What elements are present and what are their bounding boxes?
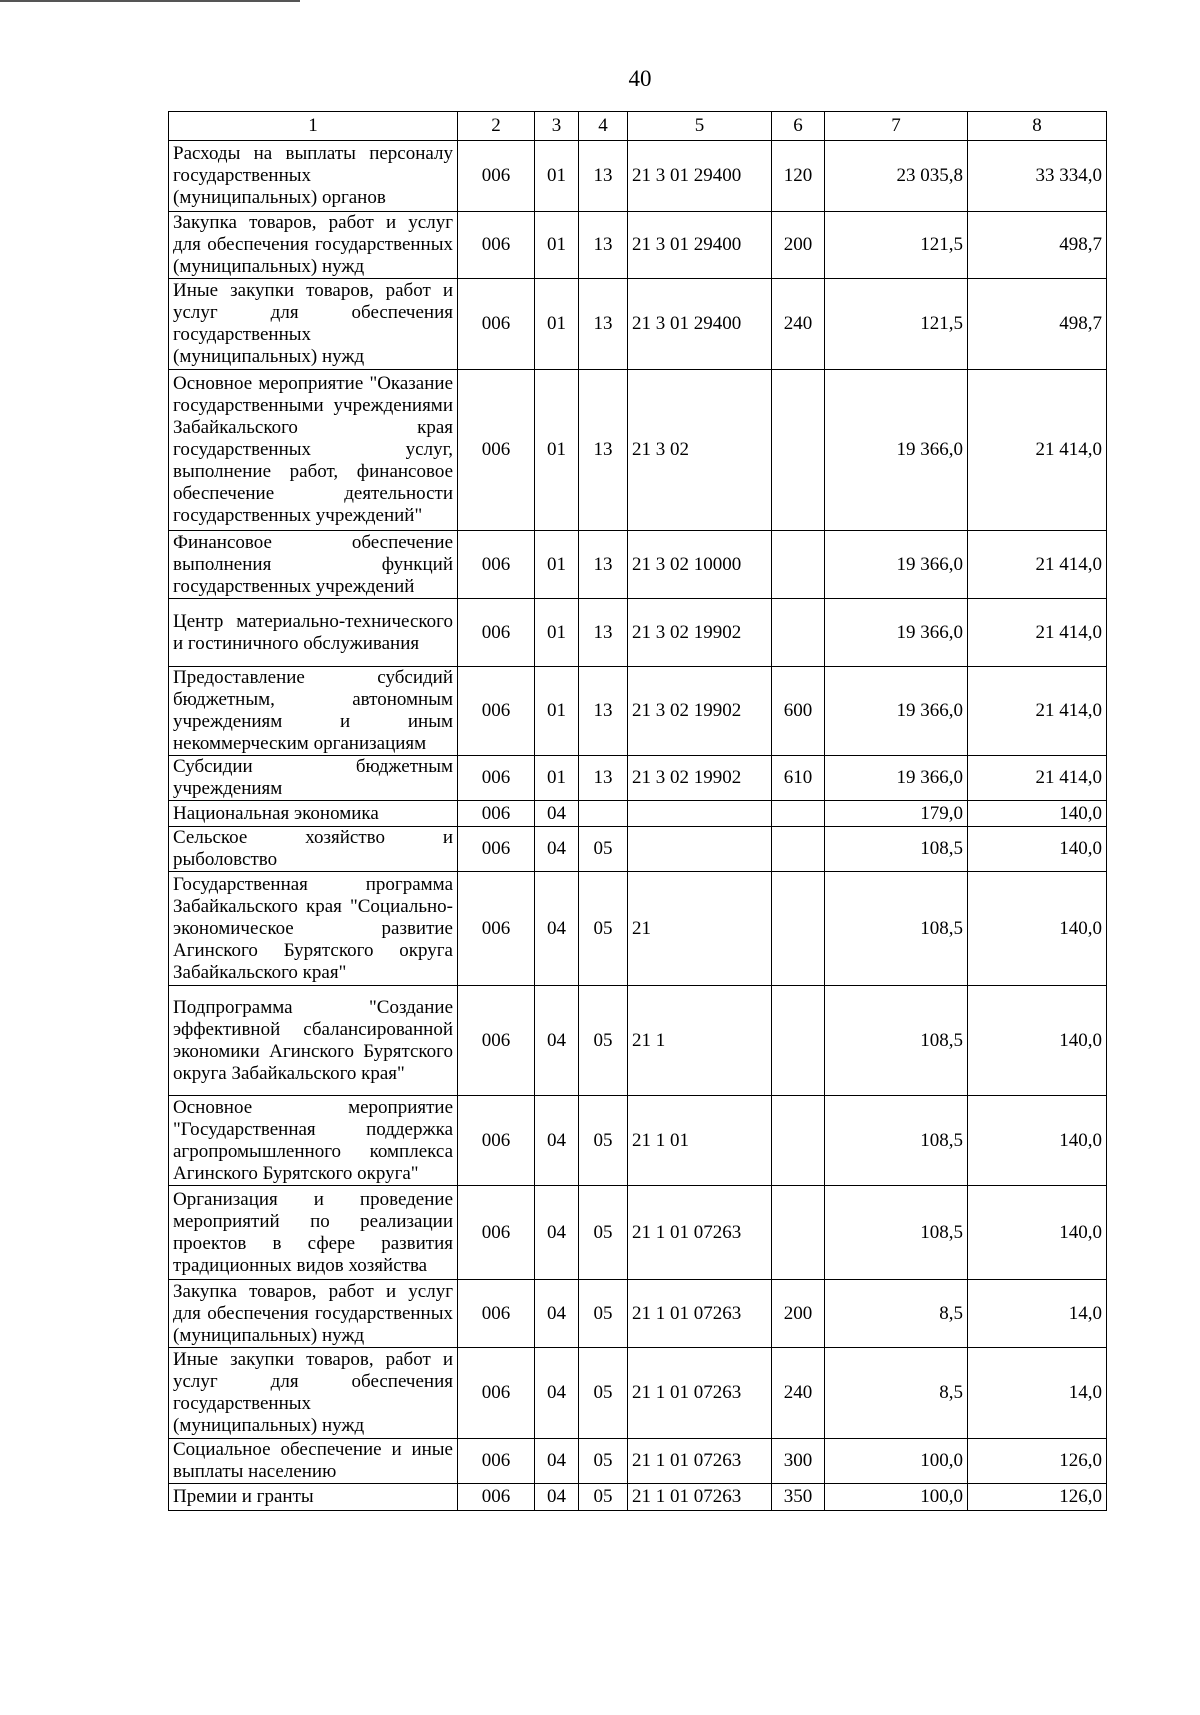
section-cell: 01 [535, 599, 579, 667]
page-number: 40 [628, 66, 652, 91]
code-cell: 006 [458, 667, 535, 756]
row-name-cell: Субсидии бюджетным учреждениям [169, 756, 458, 801]
subsection-cell: 05 [579, 1484, 628, 1511]
section-cell: 04 [535, 986, 579, 1096]
section-cell: 01 [535, 212, 579, 279]
subsection-cell: 05 [579, 1348, 628, 1439]
code-cell: 006 [458, 1348, 535, 1439]
target-article-cell: 21 1 01 [628, 1096, 772, 1186]
amount-cell: 100,0 [825, 1484, 968, 1511]
table-row [169, 1439, 1107, 1484]
target-article-cell: 21 3 01 29400 [628, 212, 772, 279]
column-header: 8 [968, 112, 1107, 141]
expense-type-cell [772, 370, 825, 531]
table-row [169, 599, 1107, 667]
section-cell: 04 [535, 1348, 579, 1439]
expense-type-cell: 240 [772, 279, 825, 370]
subsection-cell [579, 801, 628, 827]
code-cell: 006 [458, 1096, 535, 1186]
table-row [169, 1348, 1107, 1439]
subsection-cell: 13 [579, 531, 628, 599]
expense-type-cell [772, 827, 825, 872]
row-name-cell: Иные закупки товаров, работ и услуг для обеспечения государственных (муниципальных) нужд [169, 279, 458, 370]
subsection-cell: 05 [579, 827, 628, 872]
subsection-cell: 13 [579, 599, 628, 667]
subsection-cell: 13 [579, 212, 628, 279]
table-row [169, 141, 1107, 212]
table-header-row [169, 112, 1107, 141]
target-article-cell: 21 3 02 10000 [628, 531, 772, 599]
row-name-cell: Премии и гранты [169, 1484, 458, 1511]
target-article-cell: 21 3 02 19902 [628, 756, 772, 801]
amount-cell: 108,5 [825, 986, 968, 1096]
expense-type-cell [772, 872, 825, 986]
section-cell: 01 [535, 531, 579, 599]
amount-cell: 108,5 [825, 827, 968, 872]
table-row [169, 1186, 1107, 1280]
column-header: 3 [535, 112, 579, 141]
expense-type-cell [772, 1186, 825, 1280]
section-cell: 01 [535, 667, 579, 756]
row-name-cell: Государственная программа Забайкальского края "Социально-экономическое развитие Агинского Бурятского округа Забайкальского края" [169, 872, 458, 986]
expense-type-cell [772, 801, 825, 827]
amount-cell: 140,0 [968, 1186, 1107, 1280]
target-article-cell [628, 827, 772, 872]
expense-type-cell: 120 [772, 141, 825, 212]
budget-table [168, 111, 1107, 1511]
row-name-cell: Социальное обеспечение и иные выплаты населению [169, 1439, 458, 1484]
table-row [169, 1280, 1107, 1348]
amount-cell: 121,5 [825, 212, 968, 279]
subsection-cell: 13 [579, 667, 628, 756]
amount-cell: 21 414,0 [968, 667, 1107, 756]
column-header: 7 [825, 112, 968, 141]
code-cell: 006 [458, 827, 535, 872]
row-name-cell: Основное мероприятие "Государственная поддержка агропромышленного комплекса Агинского Бурятского округа" [169, 1096, 458, 1186]
amount-cell: 21 414,0 [968, 531, 1107, 599]
table-row [169, 212, 1107, 279]
amount-cell: 19 366,0 [825, 599, 968, 667]
target-article-cell [628, 801, 772, 827]
column-header: 6 [772, 112, 825, 141]
expense-type-cell: 610 [772, 756, 825, 801]
section-cell: 01 [535, 141, 579, 212]
table-row [169, 531, 1107, 599]
code-cell: 006 [458, 141, 535, 212]
column-header: 1 [169, 112, 458, 141]
target-article-cell: 21 3 02 [628, 370, 772, 531]
amount-cell: 19 366,0 [825, 370, 968, 531]
amount-cell: 19 366,0 [825, 756, 968, 801]
subsection-cell: 05 [579, 1280, 628, 1348]
table-row [169, 801, 1107, 827]
row-name-cell: Закупка товаров, работ и услуг для обеспечения государственных (муниципальных) нужд [169, 212, 458, 279]
row-name-cell: Организация и проведение мероприятий по реализации проектов в сфере развития традиционных видов хозяйства [169, 1186, 458, 1280]
subsection-cell: 05 [579, 1186, 628, 1280]
amount-cell: 108,5 [825, 872, 968, 986]
expense-type-cell: 200 [772, 1280, 825, 1348]
table-row [169, 1096, 1107, 1186]
amount-cell: 108,5 [825, 1186, 968, 1280]
subsection-cell: 13 [579, 370, 628, 531]
amount-cell: 140,0 [968, 801, 1107, 827]
amount-cell: 8,5 [825, 1348, 968, 1439]
section-cell: 04 [535, 1096, 579, 1186]
code-cell: 006 [458, 1280, 535, 1348]
section-cell: 01 [535, 370, 579, 531]
target-article-cell: 21 3 01 29400 [628, 279, 772, 370]
expense-type-cell [772, 531, 825, 599]
code-cell: 006 [458, 1439, 535, 1484]
code-cell: 006 [458, 279, 535, 370]
table-row [169, 370, 1107, 531]
section-cell: 04 [535, 1186, 579, 1280]
section-cell: 01 [535, 279, 579, 370]
code-cell: 006 [458, 370, 535, 531]
expense-type-cell [772, 1096, 825, 1186]
row-name-cell: Закупка товаров, работ и услуг для обеспечения государственных (муниципальных) нужд [169, 1280, 458, 1348]
expense-type-cell: 300 [772, 1439, 825, 1484]
amount-cell: 121,5 [825, 279, 968, 370]
target-article-cell: 21 3 01 29400 [628, 141, 772, 212]
row-name-cell: Основное мероприятие "Оказание государственными учреждениями Забайкальского края государственных услуг, выполнение работ, финансовое обеспечение деятельности государственных учреждений" [169, 370, 458, 531]
section-cell: 04 [535, 827, 579, 872]
subsection-cell: 05 [579, 872, 628, 986]
table-row [169, 279, 1107, 370]
code-cell: 006 [458, 1186, 535, 1280]
target-article-cell: 21 1 [628, 986, 772, 1096]
row-name-cell: Предоставление субсидий бюджетным, автономным учреждениям и иным некоммерческим организациям [169, 667, 458, 756]
target-article-cell: 21 3 02 19902 [628, 667, 772, 756]
code-cell: 006 [458, 212, 535, 279]
target-article-cell: 21 1 01 07263 [628, 1439, 772, 1484]
section-cell: 04 [535, 801, 579, 827]
row-name-cell: Финансовое обеспечение выполнения функций государственных учреждений [169, 531, 458, 599]
code-cell: 006 [458, 756, 535, 801]
table-body [169, 141, 1107, 1511]
section-cell: 04 [535, 1484, 579, 1511]
code-cell: 006 [458, 1484, 535, 1511]
amount-cell: 140,0 [968, 872, 1107, 986]
subsection-cell: 13 [579, 141, 628, 212]
table-row [169, 827, 1107, 872]
code-cell: 006 [458, 801, 535, 827]
target-article-cell: 21 [628, 872, 772, 986]
row-name-cell: Сельское хозяйство и рыболовство [169, 827, 458, 872]
subsection-cell: 05 [579, 1439, 628, 1484]
amount-cell: 140,0 [968, 986, 1107, 1096]
row-name-cell: Национальная экономика [169, 801, 458, 827]
amount-cell: 23 035,8 [825, 141, 968, 212]
amount-cell: 126,0 [968, 1439, 1107, 1484]
code-cell: 006 [458, 872, 535, 986]
row-name-cell: Расходы на выплаты персоналу государственных (муниципальных) органов [169, 141, 458, 212]
amount-cell: 140,0 [968, 827, 1107, 872]
amount-cell: 33 334,0 [968, 141, 1107, 212]
target-article-cell: 21 1 01 07263 [628, 1484, 772, 1511]
table-row [169, 1484, 1107, 1511]
amount-cell: 140,0 [968, 1096, 1107, 1186]
code-cell: 006 [458, 599, 535, 667]
row-name-cell: Центр материально-технического и гостиничного обслуживания [169, 599, 458, 667]
amount-cell: 100,0 [825, 1439, 968, 1484]
expense-type-cell: 200 [772, 212, 825, 279]
amount-cell: 108,5 [825, 1096, 968, 1186]
subsection-cell: 13 [579, 279, 628, 370]
table-row [169, 667, 1107, 756]
column-header: 2 [458, 112, 535, 141]
table-row [169, 756, 1107, 801]
amount-cell: 21 414,0 [968, 599, 1107, 667]
expense-type-cell: 350 [772, 1484, 825, 1511]
scan-top-line [0, 0, 300, 2]
expense-type-cell: 600 [772, 667, 825, 756]
amount-cell: 19 366,0 [825, 667, 968, 756]
target-article-cell: 21 1 01 07263 [628, 1186, 772, 1280]
amount-cell: 19 366,0 [825, 531, 968, 599]
amount-cell: 498,7 [968, 279, 1107, 370]
amount-cell: 14,0 [968, 1280, 1107, 1348]
code-cell: 006 [458, 531, 535, 599]
expense-type-cell [772, 599, 825, 667]
target-article-cell: 21 1 01 07263 [628, 1348, 772, 1439]
amount-cell: 21 414,0 [968, 370, 1107, 531]
amount-cell: 8,5 [825, 1280, 968, 1348]
amount-cell: 498,7 [968, 212, 1107, 279]
target-article-cell: 21 3 02 19902 [628, 599, 772, 667]
column-header: 5 [628, 112, 772, 141]
expense-type-cell [772, 986, 825, 1096]
expense-type-cell: 240 [772, 1348, 825, 1439]
section-cell: 04 [535, 1439, 579, 1484]
section-cell: 04 [535, 1280, 579, 1348]
amount-cell: 179,0 [825, 801, 968, 827]
table-row [169, 986, 1107, 1096]
subsection-cell: 05 [579, 1096, 628, 1186]
column-header: 4 [579, 112, 628, 141]
subsection-cell: 05 [579, 986, 628, 1096]
subsection-cell: 13 [579, 756, 628, 801]
code-cell: 006 [458, 986, 535, 1096]
target-article-cell: 21 1 01 07263 [628, 1280, 772, 1348]
row-name-cell: Иные закупки товаров, работ и услуг для обеспечения государственных (муниципальных) нужд [169, 1348, 458, 1439]
table-row [169, 872, 1107, 986]
row-name-cell: Подпрограмма "Создание эффективной сбалансированной экономики Агинского Бурятского округа Забайкальского края" [169, 986, 458, 1096]
amount-cell: 126,0 [968, 1484, 1107, 1511]
section-cell: 01 [535, 756, 579, 801]
amount-cell: 14,0 [968, 1348, 1107, 1439]
section-cell: 04 [535, 872, 579, 986]
amount-cell: 21 414,0 [968, 756, 1107, 801]
